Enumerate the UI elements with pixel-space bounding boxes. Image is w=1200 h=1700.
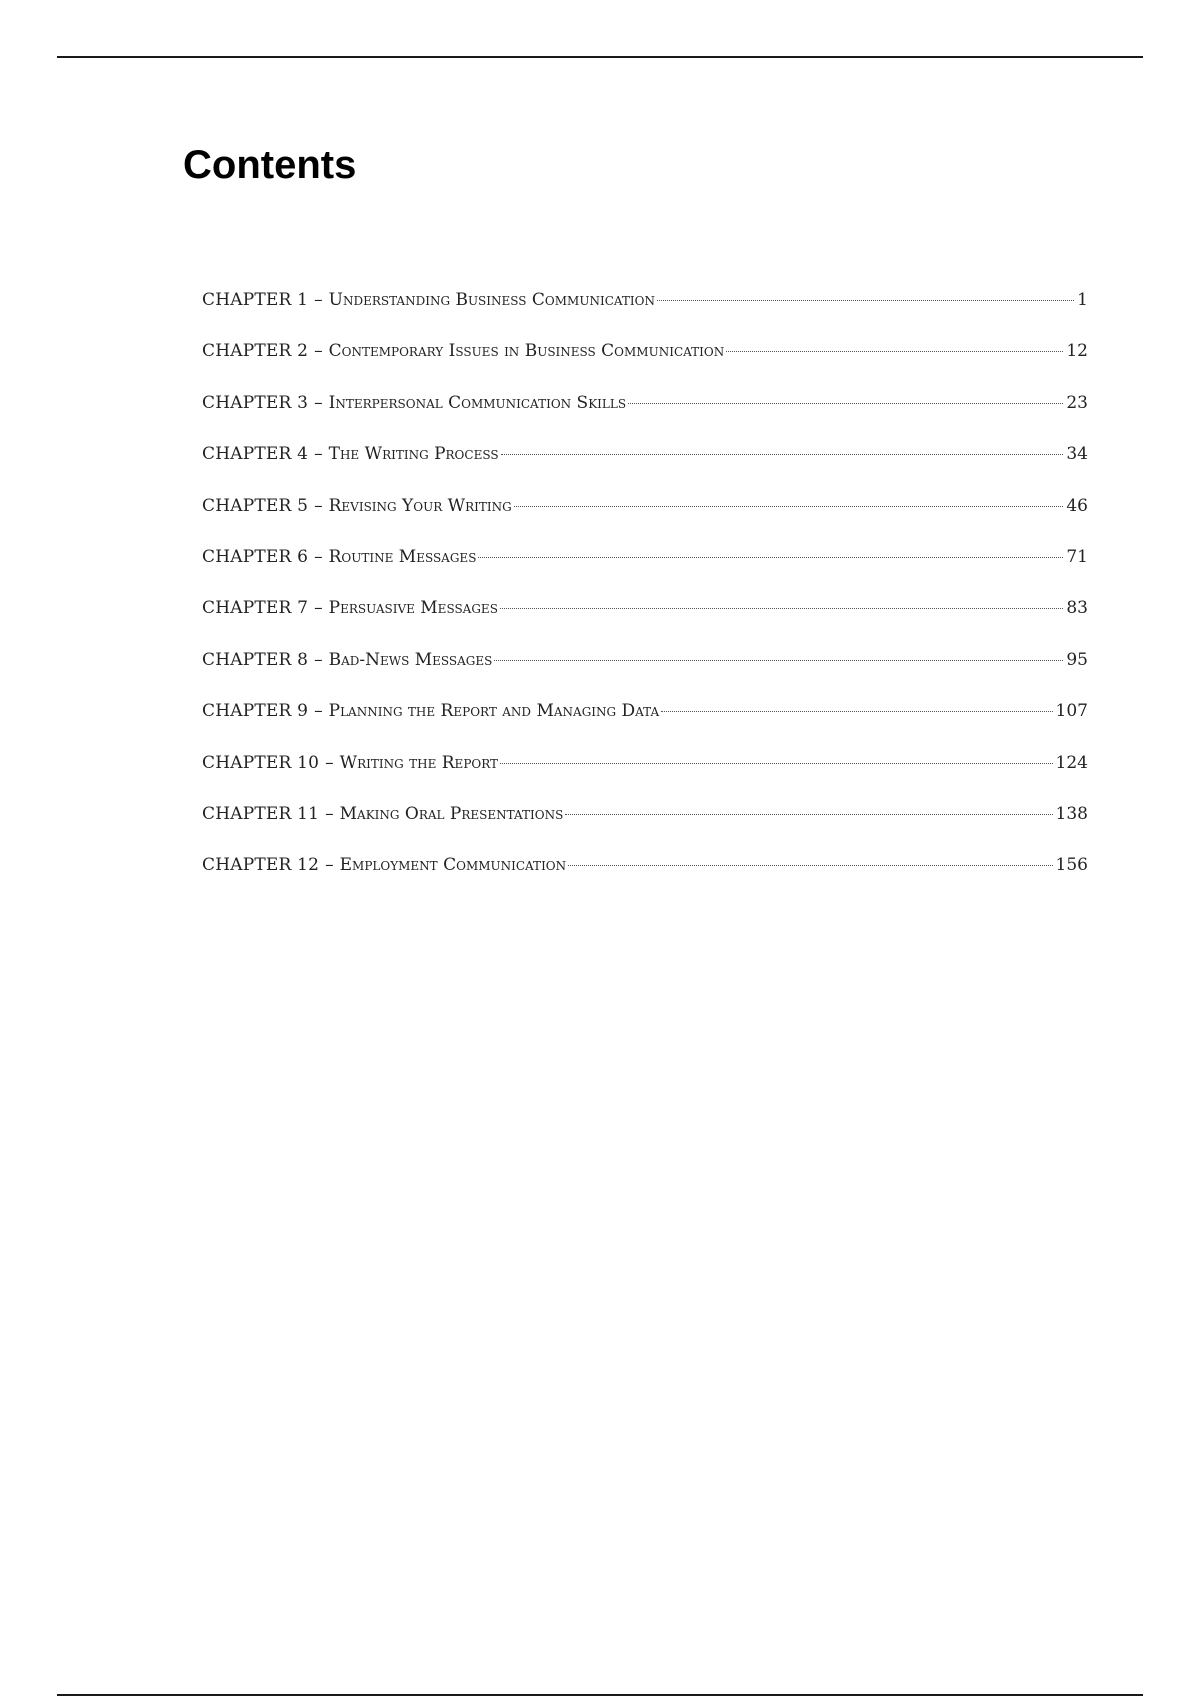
toc-chapter-title: Writing the Report <box>339 752 499 773</box>
toc-entry[interactable] <box>202 701 1088 752</box>
toc-page-number: 46 <box>1066 495 1088 516</box>
toc-dot-leader <box>500 763 1052 764</box>
toc-page-number: 156 <box>1055 855 1088 876</box>
header-rule <box>57 56 1143 58</box>
toc-separator: – <box>314 341 323 362</box>
toc-chapter-title: Contemporary Issues in Business Communication <box>328 341 725 362</box>
toc-entry[interactable] <box>202 444 1088 495</box>
toc-chapter-number: CHAPTER 11 <box>202 803 320 824</box>
toc-page-number: 34 <box>1066 444 1088 465</box>
toc-chapter-title: Revising Your Writing <box>328 495 512 516</box>
toc-entry[interactable] <box>202 753 1088 804</box>
toc-chapter-number: CHAPTER 12 <box>202 855 320 876</box>
toc-page-number: 124 <box>1055 752 1088 773</box>
toc-chapter-title: Bad-News Messages <box>328 649 493 670</box>
toc-chapter-number: CHAPTER 8 <box>202 649 309 670</box>
table-of-contents <box>202 290 1088 907</box>
toc-dot-leader <box>514 506 1064 507</box>
toc-chapter-title: Persuasive Messages <box>328 598 498 619</box>
toc-dot-leader <box>565 814 1052 815</box>
toc-page-number: 12 <box>1066 341 1088 362</box>
toc-separator: – <box>325 803 334 824</box>
toc-chapter-number: CHAPTER 9 <box>202 701 309 722</box>
toc-entry[interactable] <box>202 804 1088 855</box>
toc-page-number: 71 <box>1066 546 1088 567</box>
toc-entry[interactable] <box>202 393 1088 444</box>
toc-entry[interactable] <box>202 650 1088 701</box>
toc-chapter-number: CHAPTER 7 <box>202 598 309 619</box>
toc-separator: – <box>314 546 323 567</box>
toc-separator: – <box>314 495 323 516</box>
toc-dot-leader <box>628 403 1063 404</box>
toc-chapter-number: CHAPTER 10 <box>202 752 320 773</box>
toc-dot-leader <box>501 454 1064 455</box>
toc-chapter-title: Interpersonal Communication Skills <box>328 392 627 413</box>
toc-chapter-number: CHAPTER 4 <box>202 444 309 465</box>
toc-dot-leader <box>500 608 1063 609</box>
toc-separator: – <box>314 701 323 722</box>
toc-dot-leader <box>726 351 1063 352</box>
toc-dot-leader <box>478 557 1063 558</box>
toc-dot-leader <box>657 300 1074 301</box>
toc-separator: – <box>314 444 323 465</box>
toc-chapter-number: CHAPTER 3 <box>202 392 309 413</box>
toc-page-number: 1 <box>1077 290 1088 310</box>
toc-page-number: 138 <box>1055 803 1088 824</box>
toc-separator: – <box>314 290 323 310</box>
toc-entry[interactable] <box>202 547 1088 598</box>
toc-dot-leader <box>494 660 1063 661</box>
toc-page-number: 23 <box>1066 392 1088 413</box>
toc-entry[interactable] <box>202 598 1088 649</box>
toc-chapter-title: Routine Messages <box>328 546 477 567</box>
toc-chapter-number: CHAPTER 5 <box>202 495 309 516</box>
toc-dot-leader <box>661 711 1052 712</box>
toc-page-number: 107 <box>1055 701 1088 722</box>
toc-separator: – <box>314 649 323 670</box>
toc-separator: – <box>325 855 334 876</box>
toc-separator: – <box>325 752 334 773</box>
toc-chapter-title: The Writing Process <box>328 444 499 465</box>
toc-chapter-title: Employment Communication <box>339 855 567 876</box>
toc-chapter-title: Planning the Report and Managing Data <box>328 701 660 722</box>
toc-chapter-title: Making Oral Presentations <box>339 803 564 824</box>
toc-chapter-number: CHAPTER 2 <box>202 341 309 362</box>
toc-page-number: 95 <box>1066 649 1088 670</box>
toc-entry[interactable] <box>202 855 1088 906</box>
toc-chapter-number: CHAPTER 6 <box>202 546 309 567</box>
toc-entry[interactable] <box>202 290 1088 341</box>
toc-entry[interactable] <box>202 496 1088 547</box>
toc-separator: – <box>314 392 323 413</box>
toc-dot-leader <box>568 865 1052 866</box>
toc-entry[interactable] <box>202 341 1088 392</box>
page-title: Contents <box>183 143 357 187</box>
toc-chapter-title: Understanding Business Communication <box>328 290 655 310</box>
toc-separator: – <box>314 598 323 619</box>
footer-rule <box>57 1694 1143 1696</box>
toc-page-number: 83 <box>1066 598 1088 619</box>
toc-chapter-number: CHAPTER 1 <box>202 290 309 310</box>
